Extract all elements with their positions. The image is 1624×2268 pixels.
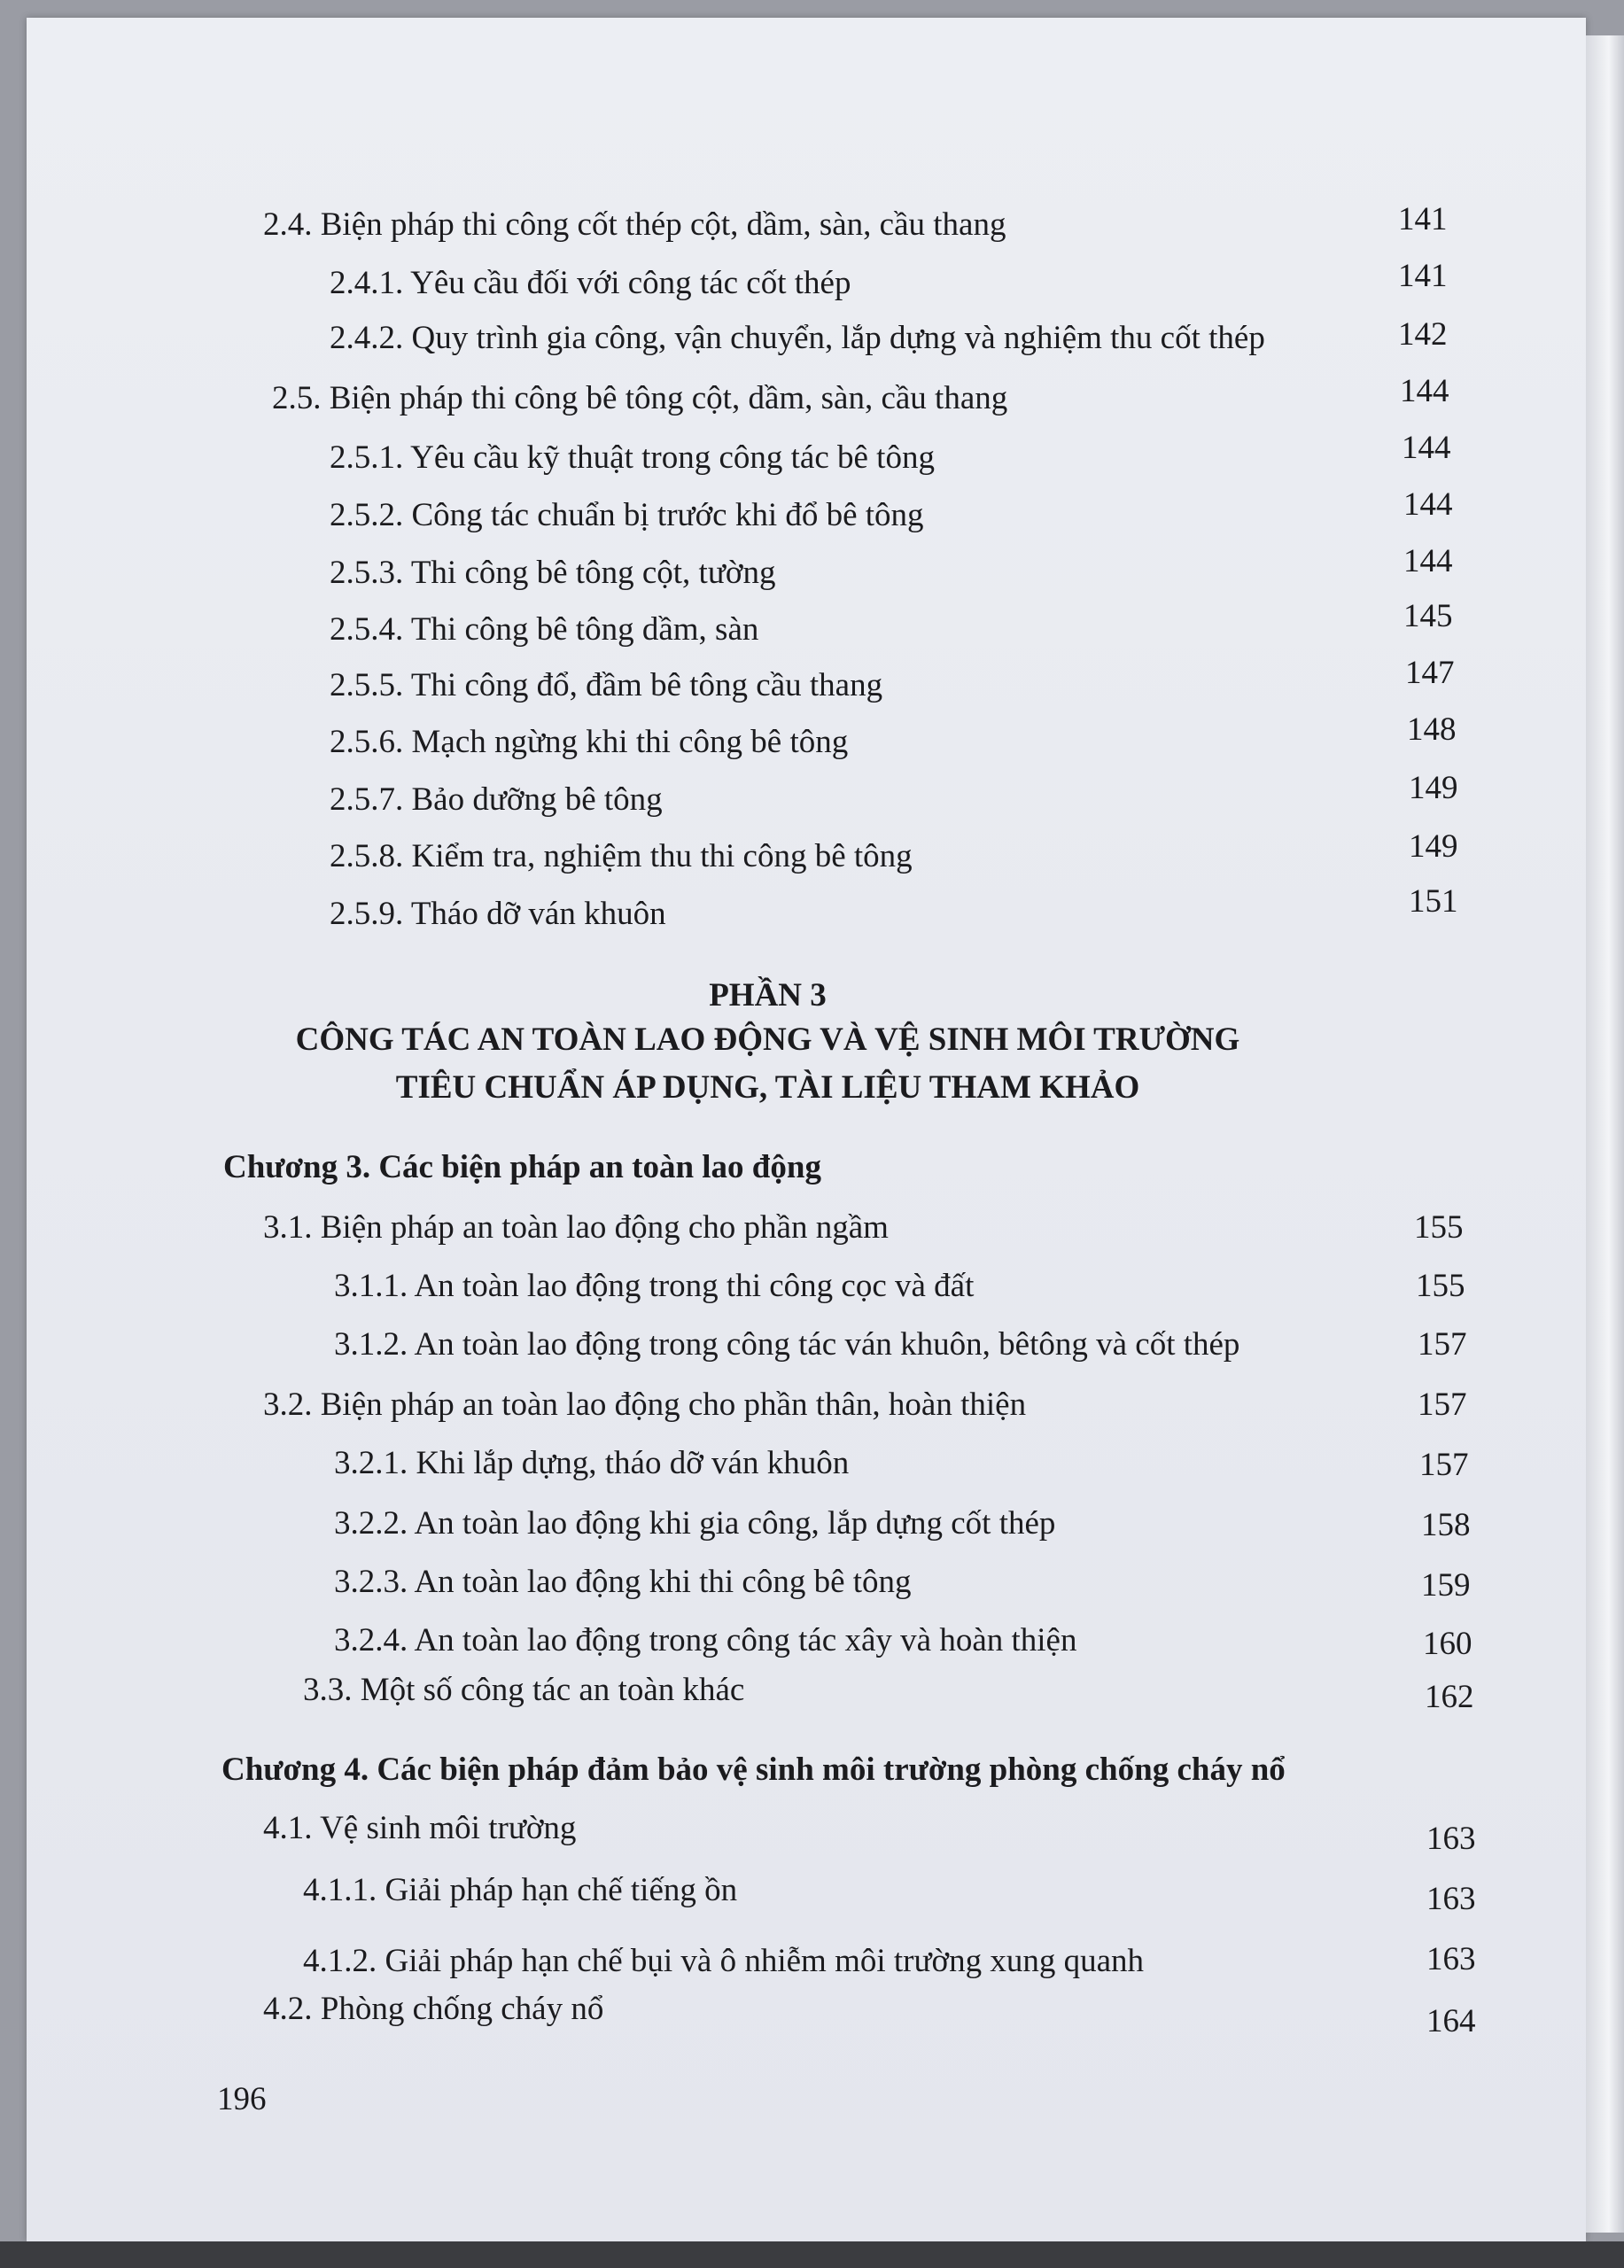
toc-entry: 3.2.2. An toàn lao động khi gia công, lắp dựng cốt thép xyxy=(334,1505,1056,1542)
toc-entry: 4.2. Phòng chống cháy nổ xyxy=(263,1991,604,2027)
toc-entry: 2.5.8. Kiểm tra, nghiệm thu thi công bê tông xyxy=(330,838,913,874)
toc-entry: 4.1. Vệ sinh môi trường xyxy=(263,1810,577,1846)
toc-page-number: 163 xyxy=(1426,1881,1476,1917)
toc-page-number: 157 xyxy=(1418,1386,1467,1423)
chapter-3-title: Chương 3. Các biện pháp an toàn lao động xyxy=(223,1149,821,1185)
toc-entry: 4.1.2. Giải pháp hạn chế bụi và ô nhiễm môi trường xung quanh xyxy=(303,1943,1145,1979)
toc-page-number: 160 xyxy=(1423,1626,1472,1662)
toc-page-number: 141 xyxy=(1398,201,1448,237)
toc-entry: 3.2.3. An toàn lao động khi thi công bê tông xyxy=(334,1564,912,1600)
toc-entry: 3.1. Biện pháp an toàn lao động cho phần ngầm xyxy=(263,1209,889,1246)
toc-page-number: 148 xyxy=(1407,711,1457,748)
page-edge xyxy=(1586,35,1624,2233)
toc-page-number: 147 xyxy=(1405,655,1455,691)
toc-page-number: 155 xyxy=(1414,1209,1464,1246)
toc-entry: 2.5.5. Thi công đổ, đầm bê tông cầu thang xyxy=(330,667,883,703)
toc-page-number: 163 xyxy=(1426,1821,1476,1857)
toc-entry: 2.5.2. Công tác chuẩn bị trước khi đổ bê tông xyxy=(330,497,924,533)
part-title-line1: CÔNG TÁC AN TOÀN LAO ĐỘNG VÀ VỆ SINH MÔI TRƯỜNG xyxy=(295,1021,1240,1058)
toc-page-number: 157 xyxy=(1419,1447,1469,1483)
toc-entry: 2.5. Biện pháp thi công bê tông cột, dầm, sàn, cầu thang xyxy=(272,380,1008,416)
toc-page-number: 144 xyxy=(1403,486,1453,523)
toc-page-number: 149 xyxy=(1409,828,1458,865)
toc-entry: 4.1.1. Giải pháp hạn chế tiếng ồn xyxy=(303,1872,738,1908)
table-surface xyxy=(0,2241,1624,2268)
toc-entry: 2.5.4. Thi công bê tông dầm, sàn xyxy=(330,611,759,648)
toc-page-number: 157 xyxy=(1418,1326,1467,1363)
chapter-4-title: Chương 4. Các biện pháp đảm bảo vệ sinh môi trường phòng chống cháy nổ xyxy=(221,1751,1286,1788)
toc-entry: 2.5.3. Thi công bê tông cột, tường xyxy=(330,555,776,591)
toc-page-number: 149 xyxy=(1409,770,1458,806)
toc-entry: 2.5.1. Yêu cầu kỹ thuật trong công tác bê tông xyxy=(330,439,935,476)
toc-page-number: 145 xyxy=(1403,598,1453,634)
toc-entry: 2.5.7. Bảo dưỡng bê tông xyxy=(330,781,663,818)
toc-entry: 3.3. Một số công tác an toàn khác xyxy=(303,1672,745,1708)
toc-page-number: 141 xyxy=(1398,258,1448,294)
toc-page-number: 158 xyxy=(1421,1507,1471,1543)
toc-page-number: 144 xyxy=(1403,543,1453,579)
toc-entry: 3.1.2. An toàn lao động trong công tác ván khuôn, bêtông và cốt thép xyxy=(334,1326,1240,1363)
part-title-line2: TIÊU CHUẨN ÁP DỤNG, TÀI LIỆU THAM KHẢO xyxy=(395,1069,1140,1106)
toc-page-number: 164 xyxy=(1426,2003,1476,2039)
toc-page-number: 155 xyxy=(1416,1268,1465,1304)
toc-page-number: 163 xyxy=(1426,1941,1476,1977)
toc-page-number: 144 xyxy=(1400,373,1449,409)
toc-page-number: 151 xyxy=(1409,883,1458,920)
toc-entry: 3.1.1. An toàn lao động trong thi công cọc và đất xyxy=(334,1268,975,1304)
toc-entry: 2.5.6. Mạch ngừng khi thi công bê tông xyxy=(330,724,849,760)
toc-entry: 2.4.1. Yêu cầu đối với công tác cốt thép xyxy=(330,265,851,301)
toc-entry: 3.2.1. Khi lắp dựng, tháo dỡ ván khuôn xyxy=(334,1445,850,1481)
toc-entry: 3.2.4. An toàn lao động trong công tác xây và hoàn thiện xyxy=(334,1622,1077,1658)
toc-page-number: 144 xyxy=(1402,430,1451,466)
page-number: 196 xyxy=(217,2081,267,2117)
toc-page-number: 142 xyxy=(1398,316,1448,353)
toc-page-number: 162 xyxy=(1425,1679,1474,1715)
toc-page-number: 159 xyxy=(1421,1567,1471,1604)
part-label: PHẦN 3 xyxy=(709,977,827,1014)
toc-entry: 2.5.9. Tháo dỡ ván khuôn xyxy=(330,896,666,932)
toc-entry: 3.2. Biện pháp an toàn lao động cho phần thân, hoàn thiện xyxy=(263,1386,1027,1423)
toc-entry: 2.4.2. Quy trình gia công, vận chuyển, lắp dựng và nghiệm thu cốt thép xyxy=(330,320,1265,356)
toc-entry: 2.4. Biện pháp thi công cốt thép cột, dầm, sàn, cầu thang xyxy=(263,206,1006,243)
